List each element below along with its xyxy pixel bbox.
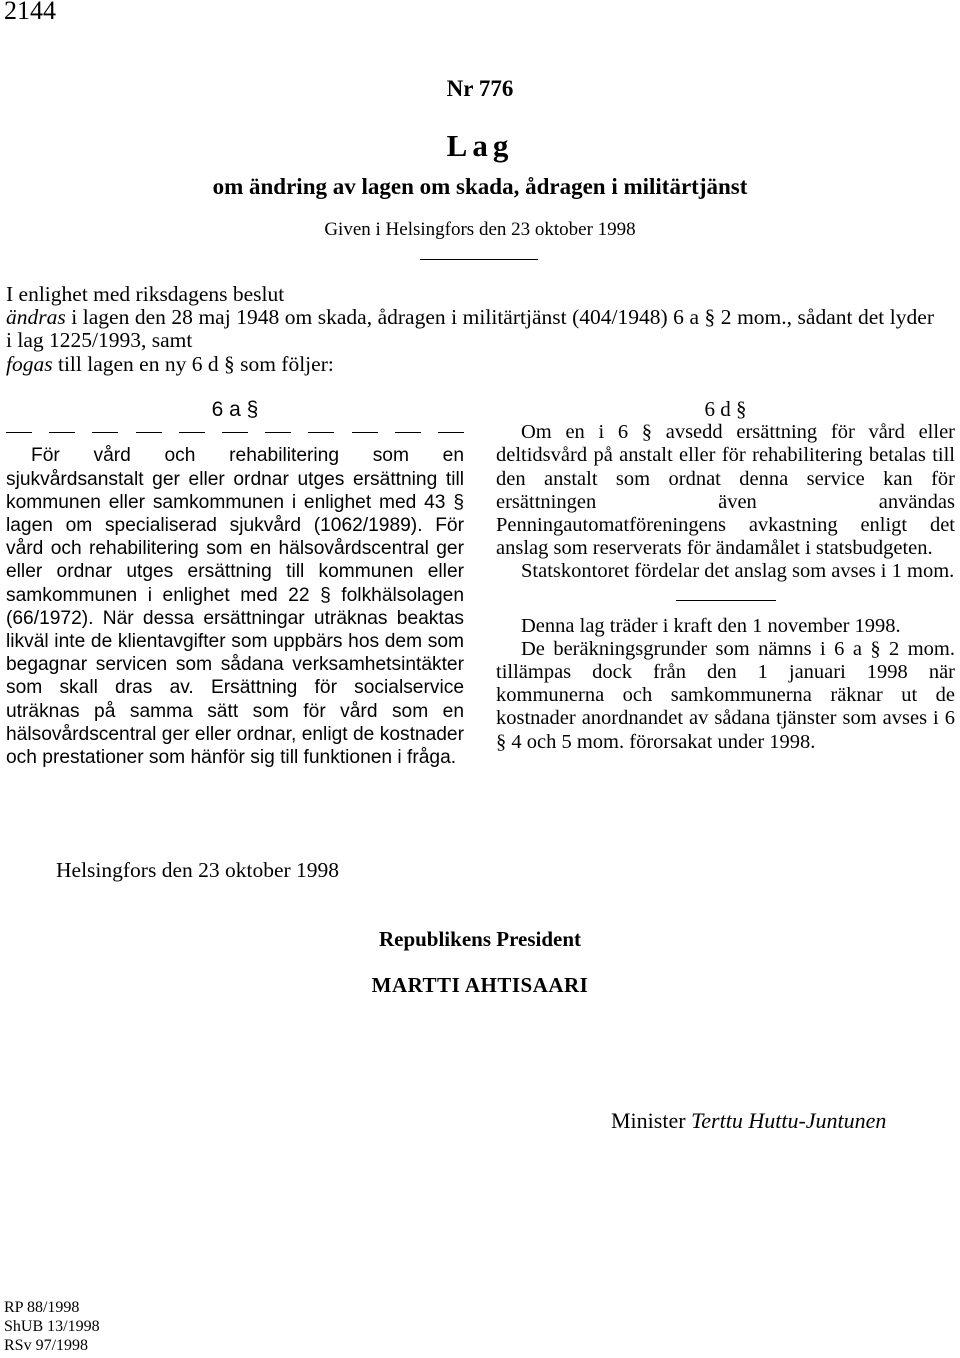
amend-text: i lagen den 28 maj 1948 om skada, ådragen i militärtjänst (404/1948) 6 a § 2 mom., sådant det lyder i lag 1225/1993, samt	[6, 305, 934, 353]
page-number: 2144	[4, 0, 56, 25]
preamble	[6, 283, 934, 376]
place-and-date: Helsingfors den 23 oktober 1998	[56, 858, 340, 882]
preamble-line-1: I enlighet med riksdagens beslut	[6, 282, 285, 306]
add-text: till lagen en ny 6 d § som följer:	[52, 351, 334, 376]
section-6a-text: För vård och rehabilitering som en sjukvårdsanstalt ger eller ordnar utges ersättning till kommunen eller samkommunen i enlighet med 43 § lagen om specialiserad sjukvård (1062/1989). För vård och rehabilitering som en hälsovårdscentral ger eller ordnar utges ersättning till kommunen eller samkommunen i enlighet med 22 § folkhälsolagen (66/1972). När dessa ersättningar uträknas beaktas likväl inte de klientavgifter som uppbärs hos dem som begagnar servicen som sådana verksamhetsintäkter som skall dras av. Ersättning för socialservice uträknas på samma sätt som för vård som en hälsovårdscentral ger eller ordnar, enligt de kostnader och prestationer som hänför sig till funktionen i fråga.	[6, 445, 464, 769]
section-6d-heading: 6 d §	[704, 397, 747, 421]
signatory-name: MARTTI AHTISAARI	[371, 973, 589, 997]
given-date: Given i Helsingfors den 23 oktober 1998	[324, 219, 636, 240]
entry-into-force-para-1: Denna lag träder i kraft den 1 november 1998.	[521, 614, 901, 637]
right-column	[496, 398, 955, 754]
minister-label: Minister	[611, 1108, 686, 1133]
references	[4, 1298, 100, 1355]
section-6d-para-2: Statskontoret fördelar det anslag som avses i 1 mom.	[521, 560, 955, 583]
section-6a-heading: 6 a §	[211, 398, 259, 421]
section-divider	[676, 600, 776, 601]
preamble-amendment	[6, 306, 934, 352]
amend-verb: ändras	[6, 305, 66, 330]
preamble-addition	[6, 353, 934, 376]
reference-item: ShUB 13/1998	[4, 1318, 100, 1335]
section-6d-para-1: Om en i 6 § avsedd ersättning för vård eller deltidsvård på anstalt eller för rehabilitering betalas till den anstalt som ordnat denna service kan för ersättningen även användas Penningautomatföreningens avkastning enligt det anslag som reserverats för ändamålet i statsbudgeten.	[496, 421, 955, 560]
omission-dashes	[6, 421, 464, 444]
law-number: Nr 776	[446, 76, 514, 101]
left-column	[6, 398, 464, 769]
reference-item: RSv 97/1998	[4, 1337, 89, 1354]
signatory-title: Republikens President	[378, 927, 582, 951]
add-verb: fogas	[6, 351, 53, 376]
title-divider	[420, 259, 538, 260]
minister-signature	[611, 1108, 886, 1134]
reference-item: RP 88/1998	[4, 1299, 80, 1316]
law-subtitle: om ändring av lagen om skada, ådragen i militärtjänst	[212, 174, 748, 199]
law-title: Lag	[446, 128, 514, 163]
minister-name: Terttu Huttu-Juntunen	[691, 1108, 887, 1133]
entry-into-force-para-2: De beräkningsgrunder som nämns i 6 a § 2 mom. tillämpas dock från den 1 januari 1998 när kommunerna och samkommunerna räknar ut de kostnader anordnandet av sådana tjänster som avses i 6 § 4 och 5 mom. förorsakat under 1998.	[496, 637, 955, 753]
